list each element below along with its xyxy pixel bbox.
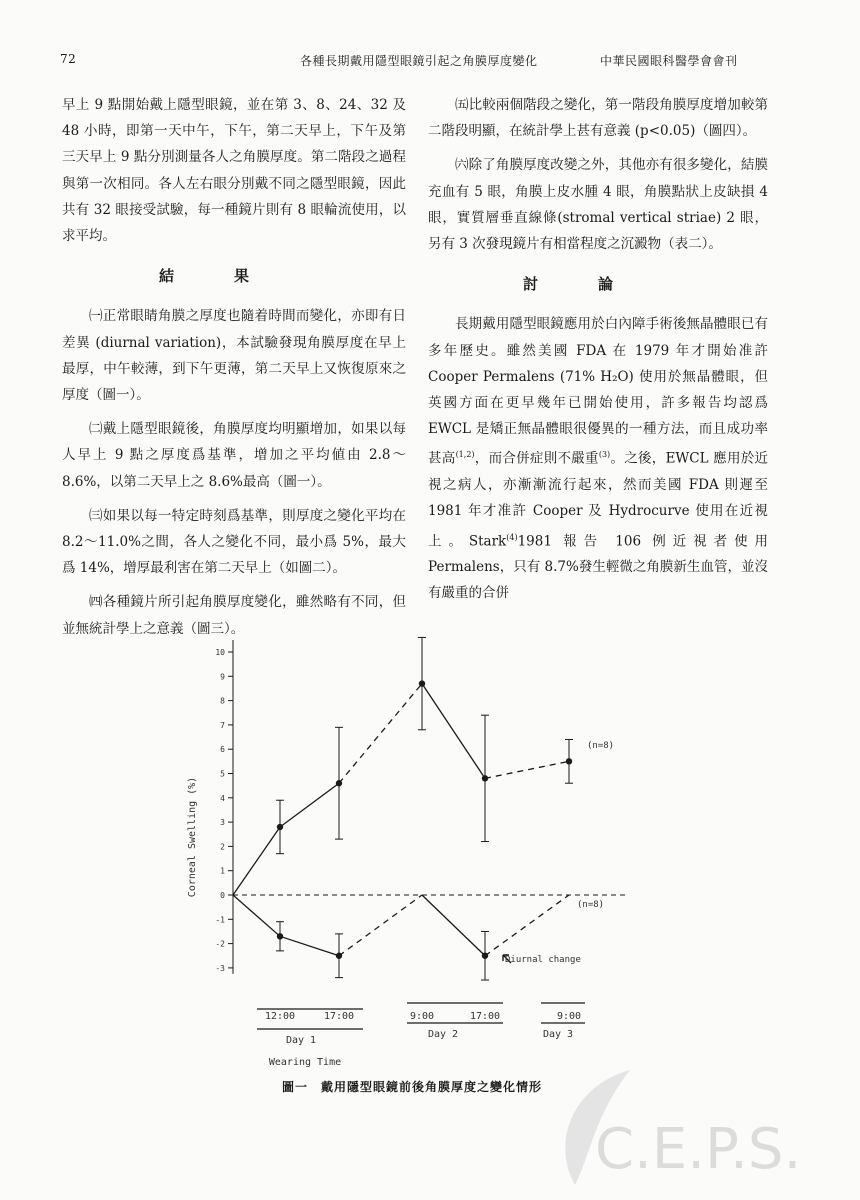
discussion-heading: 討論 bbox=[522, 275, 673, 294]
reference-3: (3) bbox=[598, 450, 611, 460]
day-label-2: Day 2 bbox=[427, 1029, 459, 1040]
y-tick-label: 10 bbox=[215, 648, 225, 657]
data-point bbox=[277, 824, 283, 830]
series-1-segment bbox=[485, 761, 569, 778]
discussion-text-a: 長期戴用隱型眼鏡應用於白內障手術後無晶體眼已有多年歷史。雖然美國 FDA 在 1979 年才開始准許 Cooper Permalens (71% H₂O) 使用於無晶體眼，但英國方面在更早幾年已開始使用，許多報告均認爲 EWCL 是矯正無晶體眼很優異的一種方法，而且成功率甚高 bbox=[428, 316, 768, 467]
y-axis-label: Corneal Swelling (%) bbox=[187, 776, 198, 898]
right-column bbox=[428, 92, 768, 615]
series-1-segment bbox=[339, 684, 422, 784]
x-tick-label: 9:00 bbox=[409, 1011, 435, 1022]
day-label-1: Day 1 bbox=[285, 1035, 317, 1046]
data-point bbox=[336, 780, 342, 786]
series-2-segment bbox=[280, 936, 339, 955]
n-annotation-top: (n=8) bbox=[587, 741, 615, 751]
y-tick-label: 4 bbox=[220, 793, 225, 803]
data-point bbox=[336, 953, 342, 959]
left-column bbox=[62, 92, 406, 650]
result-item-5: ㈤比較兩個階段之變化，第一階段角膜厚度增加較第二階段明顯，在統計學上甚有意義 (p<0.05)（圖四）。 bbox=[428, 97, 768, 140]
series-1-segment bbox=[233, 827, 280, 895]
y-tick-label: -3 bbox=[215, 963, 225, 973]
y-tick-label: 1 bbox=[220, 866, 225, 876]
result-item-4: ㈣各種鏡片所引起角膜厚度變化，雖然略有不同，但並無統計學上之意義（圖三）。 bbox=[62, 594, 406, 637]
discussion-text-b: ，而合併症則不嚴重 bbox=[474, 450, 599, 467]
result-item-3: ㈢如果以每一特定時刻爲基準，則厚度之變化平均在 8.2～11.0%之間，各人之變化不同，最小爲 5%，最大爲 14%，增厚最利害在第二天早上（如圖二）。 bbox=[62, 507, 406, 577]
series-1-segment bbox=[422, 684, 485, 779]
y-tick-label: 0 bbox=[220, 891, 225, 900]
series-2-segment bbox=[485, 895, 569, 956]
y-tick-label: 6 bbox=[220, 745, 225, 755]
discussion-text-d: 1981 報告 106 例近視者使用 Permalens，只有 8.7%發生輕微之角膜新生血管，並沒有嚴重的合併 bbox=[428, 533, 769, 602]
n-annotation-bottom: (n=8) bbox=[577, 900, 605, 910]
day-label-3: Day 3 bbox=[542, 1029, 574, 1040]
x-tick-label: 9:00 bbox=[556, 1011, 582, 1022]
x-tick-label: 12:00 bbox=[264, 1011, 296, 1022]
running-title: 各種長期戴用隱型眼鏡引起之角膜厚度變化 bbox=[300, 54, 538, 68]
y-tick-label: 7 bbox=[220, 720, 225, 730]
journal-name: 中華民國眼科醫學會會刊 bbox=[600, 54, 738, 68]
data-point bbox=[482, 775, 488, 781]
diurnal-change-annotation: Diurnal change bbox=[505, 955, 581, 965]
x-tick-label: 17:00 bbox=[323, 1011, 355, 1022]
y-tick-label: 8 bbox=[220, 696, 225, 706]
discussion-text-c: 。之後，EWCL 應用於近視之病人，亦漸漸流行起來，然而美國 FDA 則遲至 1981 年才准許 Cooper 及 Hydrocurve 使用在近視上。Stark bbox=[428, 450, 768, 550]
y-tick-label: -1 bbox=[215, 915, 225, 925]
chart-marks bbox=[233, 637, 573, 980]
y-tick-label: -2 bbox=[215, 939, 225, 949]
series-1-segment bbox=[280, 783, 339, 827]
series-2-segment bbox=[422, 895, 485, 956]
series-2-segment bbox=[233, 895, 280, 936]
series-2-segment bbox=[339, 895, 422, 956]
discussion-paragraph bbox=[428, 311, 768, 606]
page-number: 72 bbox=[60, 52, 77, 66]
y-tick-label: 9 bbox=[220, 672, 225, 682]
result-item-2: ㈡戴上隱型眼鏡後，角膜厚度均明顯增加，如果以每人早上 9 點之厚度爲基準，增加之平均値由 2.8～8.6%，以第二天早上之 8.6%最高（圖一）。 bbox=[62, 421, 406, 490]
reference-1-2: (1,2) bbox=[455, 450, 475, 460]
data-point bbox=[482, 953, 488, 959]
reference-4: (4) bbox=[506, 532, 518, 542]
ceps-watermark-logo bbox=[535, 1060, 855, 1200]
corneal-swelling-chart bbox=[185, 625, 635, 1070]
x-axis-label: Wearing Time bbox=[268, 1057, 342, 1068]
y-tick-label: 5 bbox=[220, 769, 225, 779]
watermark-text: C.E.P.S. bbox=[595, 1117, 802, 1182]
results-heading: 結果 bbox=[158, 267, 309, 286]
data-point bbox=[419, 680, 425, 686]
y-tick-label: 2 bbox=[220, 842, 225, 852]
figure-caption: 圖一 戴用隱型眼鏡前後角膜厚度之變化情形 bbox=[282, 1080, 543, 1094]
data-point bbox=[277, 933, 283, 939]
methods-paragraph: 早上 9 點開始戴上隱型眼鏡，並在第 3、8、24、32 及 48 小時，即第一天中午，下午，第二天早上，下午及第三天早上 9 點分別測量各人之角膜厚度。第二階段之過程與第一次相同。各人左右眼分別戴不同之隱型眼鏡，因此共有 32 眼接受試驗，每一種鏡片則有 8 眼輪流使用，以求平均。 bbox=[62, 97, 406, 245]
y-tick-label: 3 bbox=[220, 818, 225, 828]
data-point bbox=[566, 758, 572, 764]
chart-axes bbox=[215, 640, 625, 1029]
result-item-1: ㈠正常眼睛角膜之厚度也隨着時間而變化，亦即有日差異 (diurnal variation)，本試驗發現角膜厚度在早上最厚，中午較薄，到下午更薄，第二天早上又恢復原來之厚度（圖一）。 bbox=[62, 308, 406, 404]
result-item-6: ㈥除了角膜厚度改變之外，其他亦有很多變化，結膜充血有 5 眼，角膜上皮水腫 4 眼，角膜點狀上皮缺損 4 眼，實質層垂直線條(stromal vertical striae) 2 眼，另有 3 次發現鏡片有相當程度之沉澱物（表二）。 bbox=[428, 157, 768, 253]
x-tick-label: 17:00 bbox=[469, 1011, 501, 1022]
